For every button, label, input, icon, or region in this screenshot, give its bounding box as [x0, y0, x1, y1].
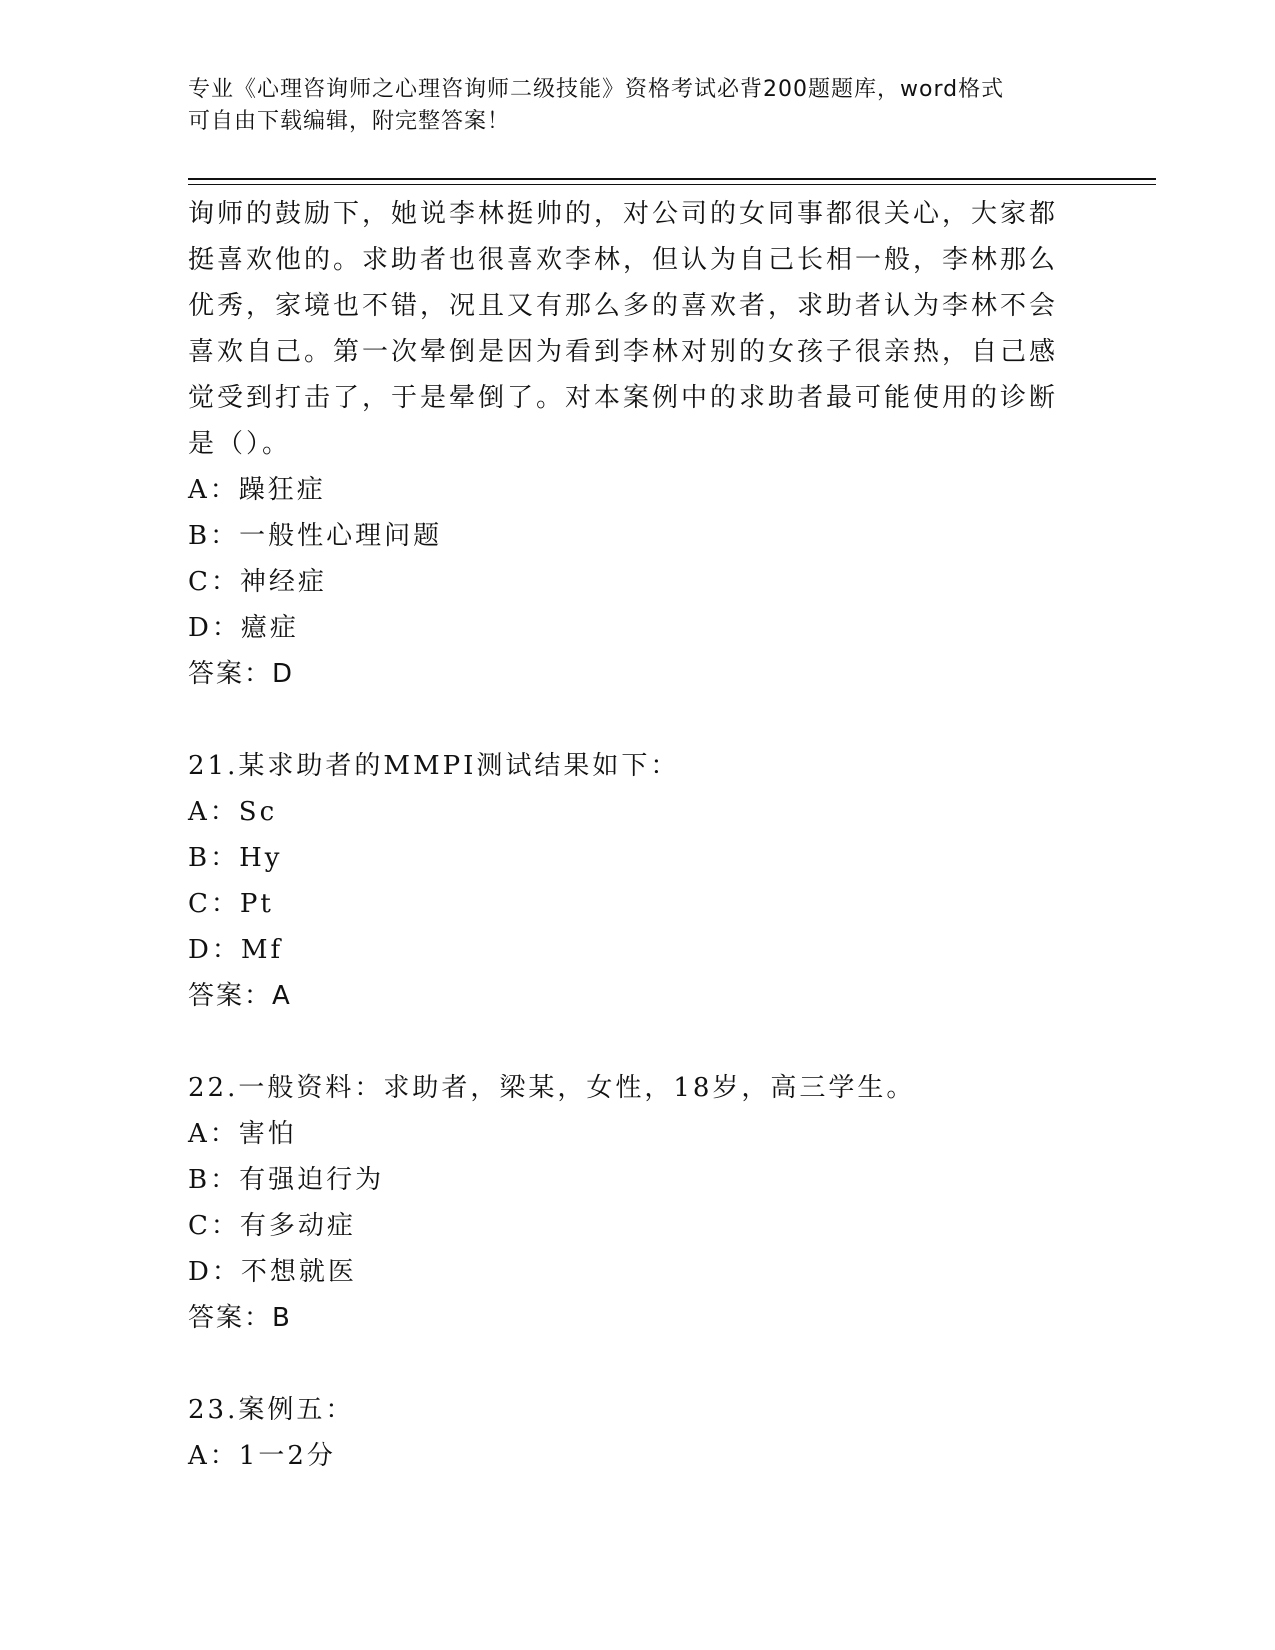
- question-21-option-b: B：Hy: [188, 843, 283, 873]
- question-22-stem: 22.一般资料：求助者，梁某，女性，18岁，高三学生。: [188, 1073, 916, 1103]
- question-21-stem: 21.某求助者的MMPI测试结果如下：: [188, 751, 680, 781]
- question-22-option-d: D：不想就医: [188, 1257, 357, 1287]
- spacer: [188, 1341, 1088, 1387]
- question-20-stem-line: 询师的鼓励下，她说李林挺帅的，对公司的女同事都很关心，大家都: [188, 199, 1059, 229]
- question-23: [188, 1387, 1088, 1479]
- document-header: [188, 74, 1068, 138]
- question-21: [188, 743, 1088, 1019]
- question-content: [188, 191, 1088, 1479]
- question-20: [188, 191, 1088, 697]
- question-20-answer: 答案：D: [188, 659, 295, 689]
- question-23-stem: 23.案例五：: [188, 1395, 355, 1425]
- question-21-option-d: D：Mf: [188, 935, 284, 965]
- question-20-option-b: B：一般性心理问题: [188, 521, 443, 551]
- question-20-stem-line: 觉受到打击了，于是晕倒了。对本案例中的求助者最可能使用的诊断: [188, 383, 1059, 413]
- question-20-option-a: A：躁狂症: [188, 475, 326, 505]
- header-divider-thick: [188, 178, 1156, 180]
- question-20-option-d: D：癔症: [188, 613, 299, 643]
- question-20-stem-line: 优秀，家境也不错，况且又有那么多的喜欢者，求助者认为李林不会: [188, 291, 1059, 321]
- question-21-option-c: C：Pt: [188, 889, 274, 919]
- question-20-option-c: C：神经症: [188, 567, 327, 597]
- question-22-option-c: C：有多动症: [188, 1211, 356, 1241]
- question-22-option-b: B：有强迫行为: [188, 1165, 385, 1195]
- question-23-option-a: A：1一2分: [188, 1441, 336, 1471]
- spacer: [188, 1019, 1088, 1065]
- question-21-option-a: A：Sc: [188, 797, 278, 827]
- question-20-stem-line: 是（）。: [188, 429, 292, 459]
- spacer: [188, 697, 1088, 743]
- question-21-answer: 答案：A: [188, 981, 292, 1011]
- question-22: [188, 1065, 1088, 1341]
- header-divider-thin: [188, 184, 1156, 185]
- header-title-line-2: 可自由下载编辑，附完整答案！: [188, 109, 511, 134]
- question-20-stem-line: 喜欢自己。第一次晕倒是因为看到李林对别的女孩子很亲热，自己感: [188, 337, 1059, 367]
- question-22-option-a: A：害怕: [188, 1119, 297, 1149]
- header-title-line-1: 专业《心理咨询师之心理咨询师二级技能》资格考试必背200题题库，word格式: [188, 77, 1005, 102]
- question-20-stem-line: 挺喜欢他的。求助者也很喜欢李林，但认为自己长相一般，李林那么: [188, 245, 1059, 275]
- question-22-answer: 答案：B: [188, 1303, 292, 1333]
